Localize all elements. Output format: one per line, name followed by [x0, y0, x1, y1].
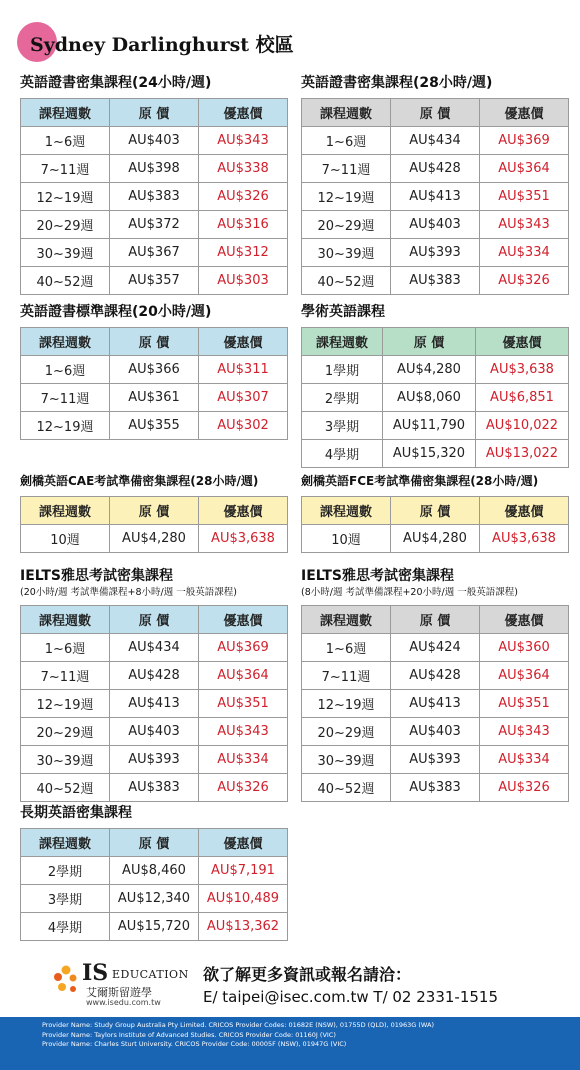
original-price-cell: AU$428 [391, 662, 480, 690]
section-title: 劍橋英語FCE考試準備密集課程(28小時/週) [301, 474, 539, 488]
column-header: 優惠價 [480, 497, 569, 525]
table-row [302, 634, 569, 662]
table-row [21, 690, 288, 718]
original-price-cell: AU$383 [110, 183, 199, 211]
column-header: 課程週數 [302, 497, 391, 525]
section-title: 劍橋英語CAE考試準備密集課程(28小時/週) [20, 474, 259, 488]
original-price-cell: AU$413 [391, 690, 480, 718]
duration-cell: 1~6週 [21, 127, 110, 155]
original-price-cell: AU$383 [391, 774, 480, 802]
original-price-cell: AU$403 [110, 718, 199, 746]
table-row [302, 267, 569, 295]
column-header: 原 價 [383, 328, 476, 356]
discount-price-cell: AU$326 [480, 774, 569, 802]
table-row [21, 356, 288, 384]
column-header: 優惠價 [199, 99, 288, 127]
table-header-row [302, 497, 569, 525]
discount-price-cell: AU$326 [199, 183, 288, 211]
discount-price-cell: AU$13,362 [199, 913, 288, 941]
duration-cell: 7~11週 [21, 155, 110, 183]
table-row [21, 913, 288, 941]
column-header: 課程週數 [302, 99, 391, 127]
original-price-cell: AU$393 [391, 746, 480, 774]
table-row [302, 127, 569, 155]
section-ielts-20h [20, 567, 288, 802]
discount-price-cell: AU$343 [199, 718, 288, 746]
table-row [21, 634, 288, 662]
duration-cell: 1~6週 [302, 634, 391, 662]
duration-cell: 1~6週 [21, 634, 110, 662]
discount-price-cell: AU$3,638 [480, 525, 569, 553]
section-title: 學術英語課程 [301, 304, 385, 320]
discount-price-cell: AU$343 [480, 718, 569, 746]
discount-price-cell: AU$364 [480, 662, 569, 690]
duration-cell: 10週 [302, 525, 391, 553]
price-table [20, 98, 288, 295]
discount-price-cell: AU$7,191 [199, 857, 288, 885]
table-row [302, 662, 569, 690]
discount-price-cell: AU$303 [199, 267, 288, 295]
discount-price-cell: AU$334 [480, 746, 569, 774]
logo-education-text: EDUCATION [112, 968, 189, 981]
column-header: 課程週數 [21, 829, 110, 857]
duration-cell: 20~29週 [302, 718, 391, 746]
duration-cell: 30~39週 [21, 239, 110, 267]
table-row [302, 774, 569, 802]
table-header-row [302, 99, 569, 127]
table-row [21, 885, 288, 913]
duration-cell: 12~19週 [21, 690, 110, 718]
column-header: 優惠價 [480, 606, 569, 634]
section-title: IELTS雅思考試密集課程 [301, 568, 455, 584]
column-header: 優惠價 [199, 606, 288, 634]
discount-price-cell: AU$351 [480, 183, 569, 211]
table-row [302, 239, 569, 267]
discount-price-cell: AU$312 [199, 239, 288, 267]
table-row [21, 127, 288, 155]
is-education-logo [52, 960, 189, 1008]
column-header: 課程週數 [21, 99, 110, 127]
table-row [302, 384, 569, 412]
duration-cell: 3學期 [21, 885, 110, 913]
column-header: 課程週數 [21, 606, 110, 634]
duration-cell: 12~19週 [302, 183, 391, 211]
original-price-cell: AU$403 [391, 211, 480, 239]
duration-cell: 12~19週 [21, 412, 110, 440]
discount-price-cell: AU$343 [480, 211, 569, 239]
table-row [21, 384, 288, 412]
price-table [20, 327, 288, 440]
column-header: 原 價 [110, 606, 199, 634]
price-table [301, 327, 569, 468]
column-header: 課程週數 [302, 606, 391, 634]
table-row [21, 857, 288, 885]
logo-is-text: IS [82, 960, 109, 986]
section-title: 英語證書密集課程(24小時/週) [20, 75, 212, 91]
section-subtitle: (20小時/週 考試準備課程+8小時/週 一般英語課程) [20, 587, 237, 598]
table-row [302, 155, 569, 183]
discount-price-cell: AU$6,851 [476, 384, 569, 412]
column-header: 課程週數 [302, 328, 383, 356]
section-title: 英語證書標準課程(20小時/週) [20, 304, 212, 320]
duration-cell: 40~52週 [302, 774, 391, 802]
table-row [21, 155, 288, 183]
original-price-cell: AU$372 [110, 211, 199, 239]
logo-chinese-name: 艾爾斯留遊學 [86, 986, 152, 999]
original-price-cell: AU$403 [391, 718, 480, 746]
original-price-cell: AU$398 [110, 155, 199, 183]
original-price-cell: AU$8,460 [110, 857, 199, 885]
column-header: 原 價 [110, 99, 199, 127]
column-header: 優惠價 [476, 328, 569, 356]
discount-price-cell: AU$311 [199, 356, 288, 384]
duration-cell: 40~52週 [302, 267, 391, 295]
table-row [21, 525, 288, 553]
provider-info-bar [0, 1017, 580, 1070]
table-row [302, 690, 569, 718]
column-header: 原 價 [110, 328, 199, 356]
column-header: 原 價 [391, 99, 480, 127]
discount-price-cell: AU$364 [199, 662, 288, 690]
duration-cell: 20~29週 [302, 211, 391, 239]
discount-price-cell: AU$338 [199, 155, 288, 183]
table-header-row [21, 99, 288, 127]
table-row [21, 211, 288, 239]
original-price-cell: AU$413 [110, 690, 199, 718]
table-row [302, 718, 569, 746]
original-price-cell: AU$428 [110, 662, 199, 690]
duration-cell: 20~29週 [21, 718, 110, 746]
original-price-cell: AU$383 [110, 774, 199, 802]
duration-cell: 7~11週 [302, 155, 391, 183]
original-price-cell: AU$403 [110, 127, 199, 155]
section-long-term [20, 804, 288, 941]
duration-cell: 40~52週 [21, 267, 110, 295]
section-cae [20, 472, 288, 553]
table-row [21, 412, 288, 440]
duration-cell: 10週 [21, 525, 110, 553]
original-price-cell: AU$434 [110, 634, 199, 662]
duration-cell: 40~52週 [21, 774, 110, 802]
provider-line: Provider Name: Study Group Australia Pty Limited. CRICOS Provider Codes: 01682E (NSW), 01755D (QLD), 01963G (WA) [42, 1021, 434, 1029]
table-header-row [302, 328, 569, 356]
price-table [301, 98, 569, 295]
column-header: 優惠價 [480, 99, 569, 127]
logo-mark-icon [52, 964, 80, 994]
discount-price-cell: AU$360 [480, 634, 569, 662]
discount-price-cell: AU$364 [480, 155, 569, 183]
table-row [21, 718, 288, 746]
column-header: 優惠價 [199, 829, 288, 857]
original-price-cell: AU$366 [110, 356, 199, 384]
discount-price-cell: AU$326 [480, 267, 569, 295]
discount-price-cell: AU$343 [199, 127, 288, 155]
price-table [301, 605, 569, 802]
provider-line: Provider Name: Taylors Institute of Advanced Studies. CRICOS Provider Code: 01160J (VIC) [42, 1030, 336, 1039]
duration-cell: 2學期 [302, 384, 383, 412]
section-title: 長期英語密集課程 [20, 805, 132, 821]
table-row [302, 183, 569, 211]
duration-cell: 30~39週 [302, 239, 391, 267]
original-price-cell: AU$4,280 [110, 525, 199, 553]
original-price-cell: AU$4,280 [383, 356, 476, 384]
original-price-cell: AU$8,060 [383, 384, 476, 412]
discount-price-cell: AU$351 [480, 690, 569, 718]
duration-cell: 12~19週 [302, 690, 391, 718]
original-price-cell: AU$393 [110, 746, 199, 774]
section-academic-english [301, 303, 569, 468]
price-table [20, 605, 288, 802]
section-title: 英語證書密集課程(28小時/週) [301, 75, 493, 91]
price-table [20, 828, 288, 941]
original-price-cell: AU$15,720 [110, 913, 199, 941]
table-row [21, 267, 288, 295]
section-fce [301, 472, 569, 553]
duration-cell: 1~6週 [302, 127, 391, 155]
original-price-cell: AU$434 [391, 127, 480, 155]
original-price-cell: AU$367 [110, 239, 199, 267]
discount-price-cell: AU$13,022 [476, 440, 569, 468]
column-header: 原 價 [391, 606, 480, 634]
original-price-cell: AU$428 [391, 155, 480, 183]
table-row [302, 440, 569, 468]
column-header: 優惠價 [199, 328, 288, 356]
table-row [302, 525, 569, 553]
price-table [301, 496, 569, 553]
logo-website: www.isedu.com.tw [86, 998, 161, 1007]
discount-price-cell: AU$3,638 [199, 525, 288, 553]
original-price-cell: AU$413 [391, 183, 480, 211]
original-price-cell: AU$357 [110, 267, 199, 295]
section-24h-intensive [20, 74, 288, 295]
original-price-cell: AU$424 [391, 634, 480, 662]
table-row [21, 774, 288, 802]
duration-cell: 7~11週 [302, 662, 391, 690]
table-header-row [21, 328, 288, 356]
column-header: 原 價 [391, 497, 480, 525]
page-title: Sydney Darlinghurst 校區 [30, 34, 294, 56]
table-header-row [21, 829, 288, 857]
column-header: 課程週數 [21, 328, 110, 356]
section-title: IELTS雅思考試密集課程 [20, 568, 174, 584]
section-subtitle: (8小時/週 考試準備課程+20小時/週 一般英語課程) [301, 587, 518, 598]
table-row [21, 746, 288, 774]
duration-cell: 1學期 [302, 356, 383, 384]
duration-cell: 7~11週 [21, 662, 110, 690]
table-row [21, 183, 288, 211]
column-header: 課程週數 [21, 497, 110, 525]
discount-price-cell: AU$10,489 [199, 885, 288, 913]
discount-price-cell: AU$302 [199, 412, 288, 440]
duration-cell: 2學期 [21, 857, 110, 885]
table-row [21, 662, 288, 690]
contact-heading: 欲了解更多資訊或報名請洽： [203, 965, 412, 984]
table-row [302, 211, 569, 239]
table-row [302, 412, 569, 440]
table-row [302, 746, 569, 774]
table-row [21, 239, 288, 267]
table-header-row [302, 606, 569, 634]
original-price-cell: AU$355 [110, 412, 199, 440]
duration-cell: 1~6週 [21, 356, 110, 384]
discount-price-cell: AU$3,638 [476, 356, 569, 384]
column-header: 優惠價 [199, 497, 288, 525]
original-price-cell: AU$12,340 [110, 885, 199, 913]
original-price-cell: AU$11,790 [383, 412, 476, 440]
section-28h-intensive [301, 74, 569, 295]
discount-price-cell: AU$369 [199, 634, 288, 662]
discount-price-cell: AU$307 [199, 384, 288, 412]
discount-price-cell: AU$334 [480, 239, 569, 267]
discount-price-cell: AU$351 [199, 690, 288, 718]
duration-cell: 7~11週 [21, 384, 110, 412]
table-row [302, 356, 569, 384]
original-price-cell: AU$4,280 [391, 525, 480, 553]
contact-details: E/ taipei@isec.com.tw T/ 02 2331-1515 [203, 988, 499, 1006]
provider-line: Provider Name: Charles Sturt University. CRICOS Provider Code: 00005F (NSW), 01947G (VIC) [42, 1040, 347, 1048]
discount-price-cell: AU$369 [480, 127, 569, 155]
original-price-cell: AU$383 [391, 267, 480, 295]
duration-cell: 30~39週 [302, 746, 391, 774]
original-price-cell: AU$393 [391, 239, 480, 267]
discount-price-cell: AU$316 [199, 211, 288, 239]
discount-price-cell: AU$10,022 [476, 412, 569, 440]
discount-price-cell: AU$334 [199, 746, 288, 774]
table-header-row [21, 497, 288, 525]
duration-cell: 3學期 [302, 412, 383, 440]
price-table [20, 496, 288, 553]
table-header-row [21, 606, 288, 634]
duration-cell: 20~29週 [21, 211, 110, 239]
column-header: 原 價 [110, 829, 199, 857]
duration-cell: 4學期 [21, 913, 110, 941]
discount-price-cell: AU$326 [199, 774, 288, 802]
original-price-cell: AU$15,320 [383, 440, 476, 468]
section-ielts-8h [301, 567, 569, 802]
column-header: 原 價 [110, 497, 199, 525]
duration-cell: 30~39週 [21, 746, 110, 774]
duration-cell: 4學期 [302, 440, 383, 468]
duration-cell: 12~19週 [21, 183, 110, 211]
section-20h-standard [20, 303, 288, 440]
original-price-cell: AU$361 [110, 384, 199, 412]
